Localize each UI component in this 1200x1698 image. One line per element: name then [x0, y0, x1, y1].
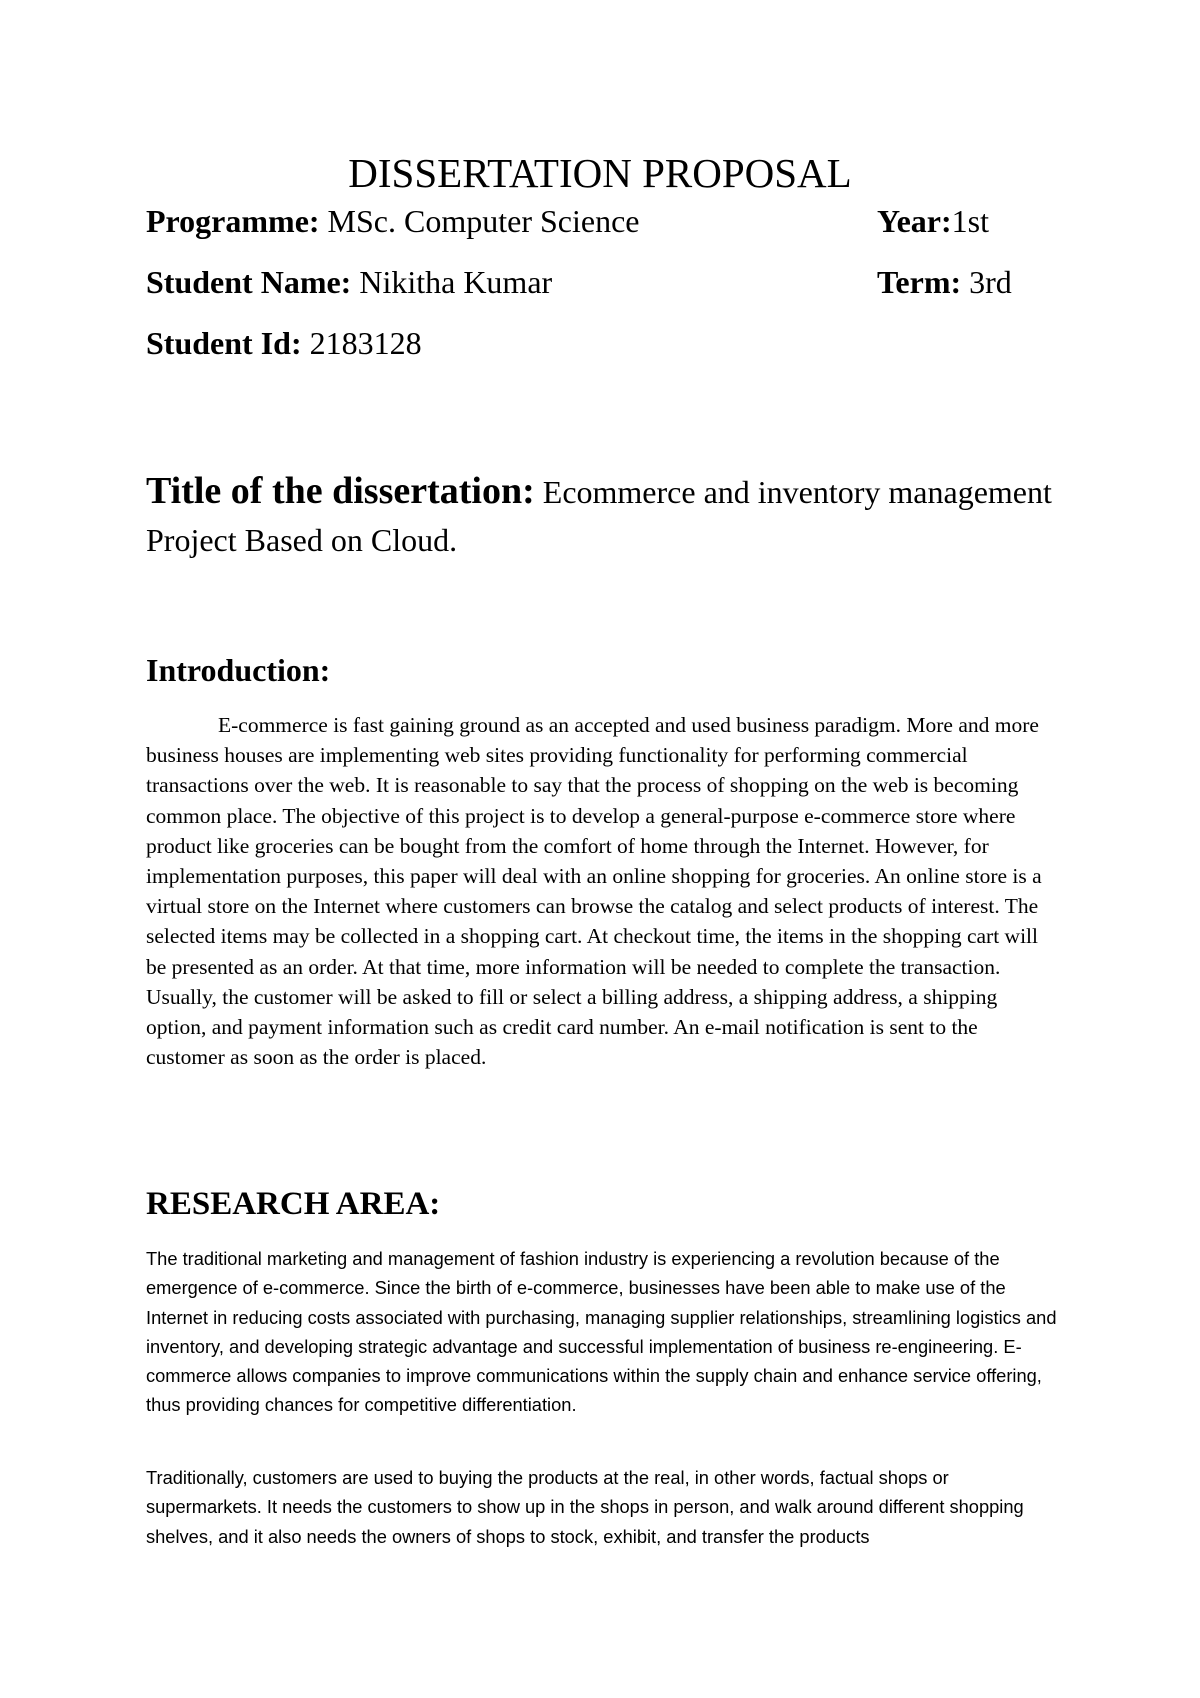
- introduction-paragraph: E-commerce is fast gaining ground as an accepted and used business paradigm. More and more business houses are implementing web sites providing functionality for performing commercial transactions over the web. It is reasonable to say that the process of shopping on the web is becoming common place. The objective of this project is to develop a general-purpose e-commerce store where product like groceries can be bought from the comfort of home through the Internet. However, for implementation purposes, this paper will deal with an online shopping for groceries. An online store is a virtual store on the Internet where customers can browse the catalog and select products of interest. The selected items may be collected in a shopping cart. At checkout time, the items in the shopping cart will be presented as an order. At that time, more information will be needed to complete the transaction. Usually, the customer will be asked to fill or select a billing address, a shipping address, a shipping option, and payment information such as credit card number. An e-mail notification is sent to the customer as soon as the order is placed.: [146, 713, 1042, 1070]
- student-name-label: Student Name:: [146, 264, 352, 300]
- document-title: DISSERTATION PROPOSAL: [348, 150, 852, 196]
- year-value: 1st: [951, 203, 989, 239]
- year-line: [877, 201, 989, 241]
- dissertation-title-label: Title of the dissertation:: [146, 470, 535, 512]
- student-id-line: [146, 323, 422, 363]
- year-label: Year:: [877, 203, 952, 239]
- research-area-heading: RESEARCH AREA:: [146, 1186, 441, 1222]
- research-paragraph-2: Traditionally, customers are used to buying the products at the real, in other words, factual shops or supermarkets. It needs the customers to show up in the shops in person, and walk around different shopping shelves, and it also needs the owners of shops to stock, exhibit, and transfer the products: [146, 1467, 1024, 1547]
- introduction-heading: Introduction:: [146, 652, 331, 688]
- dissertation-title: [146, 467, 1066, 564]
- dissertation-title-value: Ecommerce and inventory management Project Based on Cloud.: [146, 474, 1052, 558]
- term-value: 3rd: [961, 264, 1012, 300]
- student-name-line: [146, 262, 552, 302]
- student-name-value: Nikitha Kumar: [351, 264, 553, 300]
- programme-line: [146, 201, 639, 241]
- research-paragraph-1: The traditional marketing and management of fashion industry is experiencing a revolution because of the emergence of e-commerce. Since the birth of e-commerce, businesses have been able to make use of the Internet in reducing costs associated with purchasing, managing supplier relationships, streamlining logistics and inventory, and developing strategic advantage and successful implementation of business re-engineering. E-commerce allows companies to improve communications within the supply chain and enhance service offering, thus providing chances for competitive differentiation.: [146, 1248, 1057, 1416]
- term-line: [877, 262, 1012, 302]
- student-id-value: 2183128: [301, 325, 422, 361]
- term-label: Term:: [877, 264, 962, 300]
- student-id-label: Student Id:: [146, 325, 302, 361]
- programme-label: Programme:: [146, 203, 320, 239]
- programme-value: MSc. Computer Science: [319, 203, 640, 239]
